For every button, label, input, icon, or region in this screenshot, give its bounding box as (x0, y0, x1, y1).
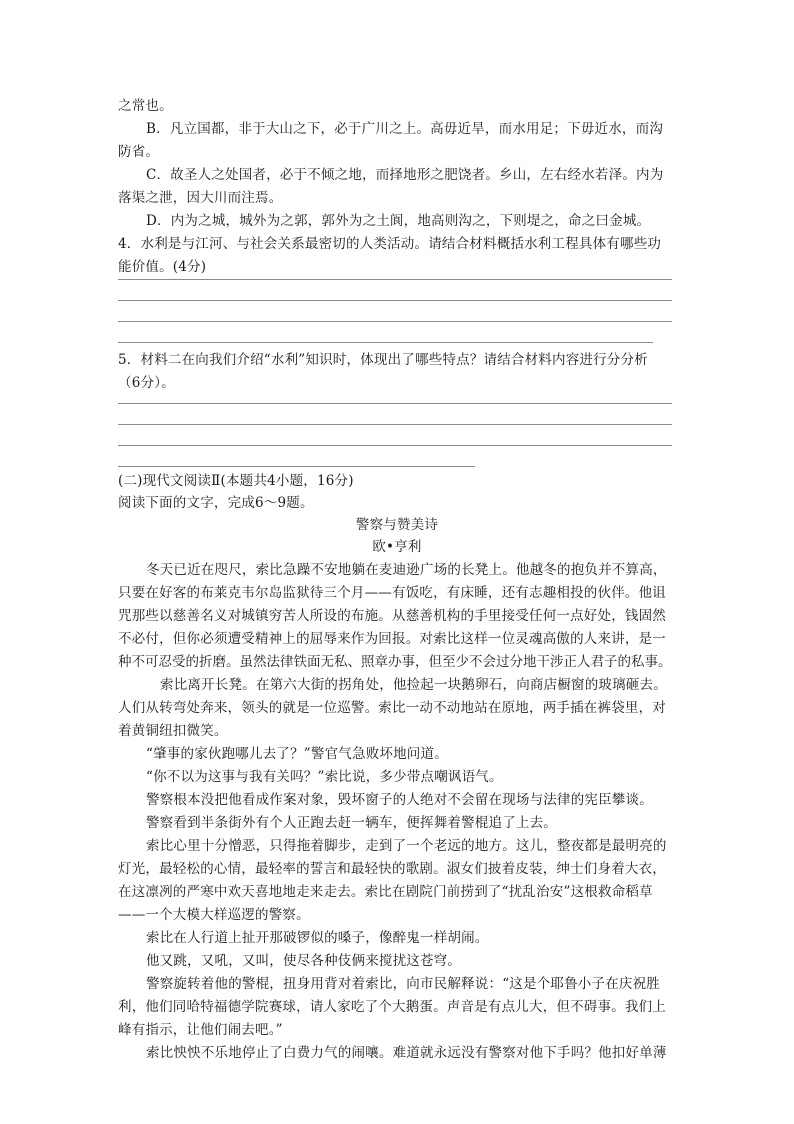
answer-line[interactable] (118, 466, 475, 467)
question-5-points: （6分）。 (118, 375, 175, 391)
story-author: 欧•亨利 (372, 539, 422, 555)
answer-line[interactable] (118, 445, 672, 446)
paragraph-line: 不必付，但你必须遭受精神上的屈辱来作为回报。对索比这样一位灵魂高傲的人来讲，是一 (118, 631, 666, 647)
paragraph-line: 索比怏怏不乐地停止了白费力气的闹嚷。难道就永远没有警察对他下手吗？他扣好单薄 (146, 1045, 667, 1061)
option-d: D．内为之城，城外为之郭，郭外为之土阆，地高则沟之，下则堤之，命之曰金城。 (146, 213, 651, 229)
question-4-points: 能价值。(4分) (118, 259, 207, 275)
section-heading: (二)现代文阅读Ⅱ(本题共4小题，16分) (118, 473, 354, 489)
text-line: 防省。 (118, 144, 160, 160)
text-line: 落渠之泄，因大川而注焉。 (118, 190, 283, 206)
dialogue-line: “肇事的家伙跑哪儿去了？”警官气急败坏地问道。 (146, 746, 448, 762)
option-c: C．故圣人之处国者，必于不倾之地，而择地形之肥饶者。乡山，左右经水若泽。内为 (146, 167, 664, 183)
paragraph-line: ——一个大模大样巡逻的警察。 (118, 907, 310, 923)
paragraph-line: 在这凛冽的严寒中欢天喜地地走来走去。索比在剧院门前捞到了“扰乱治安”这根救命稻草 (118, 884, 653, 900)
paragraph-line: 警察看到半条街外有个人正跑去赶一辆车，便挥舞着警棍追了上去。 (146, 815, 557, 831)
paragraph-line: 咒那些以慈善名义对城镇穷苦人所设的布施。从慈善机构的手里接受任何一点好处，钱固然 (118, 608, 666, 624)
paragraph-line: 索比离开长凳。在第六大街的拐角处，他捡起一块鹅卵石，向商店橱窗的玻璃砸去。 (160, 677, 667, 693)
paragraph-line: 利，他们同哈特福德学院赛球，请人家吃了个大鹅蛋。声音是有点儿大，但不碍事。我们上 (118, 999, 666, 1015)
dialogue-line: “你不以为这事与我有关吗？”索比说，多少带点嘲讽语气。 (146, 769, 503, 785)
paragraph-line: 着黄铜纽扣微笑。 (118, 723, 228, 739)
option-b: B．凡立国都，非于大山之下，必于广川之上。高毋近旱，而水用足；下毋近水，而沟 (146, 121, 664, 137)
paragraph-line: 索比在人行道上扯开那破锣似的嗓子，像醉鬼一样胡闹。 (146, 930, 489, 946)
answer-line[interactable] (118, 342, 653, 343)
paragraph-line: 警察旋转着他的警棍，扭身用背对着索比，向市民解释说：“这是个耶鲁小子在庆祝胜 (146, 976, 661, 992)
instruction: 阅读下面的文字，完成6～9题。 (118, 495, 314, 511)
paragraph-line: 只要在好客的布莱克韦尔岛监狱待三个月——有饭吃，有床睡，还有志趣相投的伙伴。他诅 (118, 585, 666, 601)
answer-line[interactable] (118, 424, 672, 425)
paragraph-line: 他又跳，又吼，又叫，使尽各种伎俩来搅扰这苍穹。 (146, 953, 462, 969)
paragraph-line: 人们从转弯处奔来，领头的就是一位巡警。索比一动不动地站在原地，两手插在裤袋里，对 (118, 700, 666, 716)
question-4: 4．水利是与江河、与社会关系最密切的人类活动。请结合材料概括水利工程具体有哪些功 (118, 236, 662, 252)
question-5: 5．材料二在向我们介绍“水利”知识时，体现出了哪些特点？请结合材料内容进行分分析 (118, 352, 648, 368)
answer-line[interactable] (118, 300, 672, 301)
paragraph-line: 警察根本没把他看成作案对象，毁坏窗子的人绝对不会留在现场与法律的宪臣攀谈。 (146, 792, 653, 808)
answer-line[interactable] (118, 279, 672, 280)
paragraph-line: 种不可忍受的折磨。虽然法律铁面无私、照章办事，但至少不会过分地干涉正人君子的私事。 (118, 654, 672, 670)
answer-line[interactable] (118, 321, 672, 322)
paragraph-line: 峰有指示，让他们闹去吧。” (118, 1022, 283, 1038)
paragraph-line: 冬天已近在咫尺，索比急躁不安地躺在麦迪逊广场的长凳上。他越冬的抱负并不算高， (146, 562, 667, 578)
text-line: 之常也。 (118, 98, 173, 114)
paragraph-line: 灯光，最轻松的心情，最轻率的誓言和最轻快的歌剧。淑女们披着皮装，绅士们身着大衣， (118, 861, 666, 877)
story-title: 警察与赞美诗 (355, 517, 439, 533)
answer-line[interactable] (118, 403, 672, 404)
paragraph-line: 索比心里十分憎恶，只得拖着脚步，走到了一个老远的地方。这儿，整夜都是最明亮的 (146, 838, 667, 854)
